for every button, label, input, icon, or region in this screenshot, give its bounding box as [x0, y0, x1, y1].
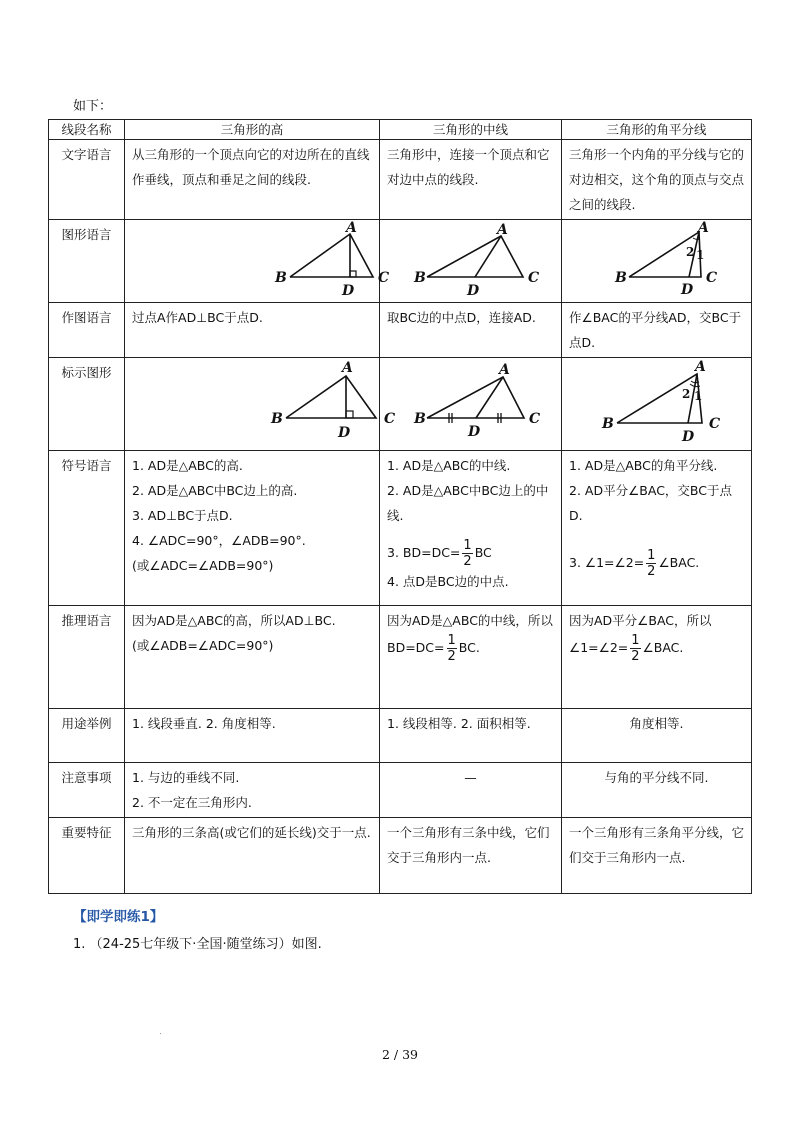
- angle-2-label: 2: [686, 245, 695, 259]
- row-label: 注意事项: [49, 763, 125, 818]
- reasoning-suffix: BC.: [458, 640, 480, 655]
- point-B-label: B: [275, 270, 287, 286]
- row-usage-examples: [49, 709, 752, 763]
- exercise-question: 1. （24-25七年级下·全国·随堂练习）如图.: [73, 937, 322, 952]
- point-D-label: D: [338, 425, 351, 441]
- bisector-triangle-diagram: [569, 222, 758, 300]
- header-median: 三角形的中线: [380, 120, 562, 140]
- row-symbol-language: [49, 451, 752, 606]
- cell-altitude: [125, 763, 380, 818]
- row-reasoning-language: [49, 606, 752, 709]
- point-D-label: D: [467, 283, 480, 299]
- bisector-marked-figure: [562, 358, 752, 451]
- point-D-label: D: [682, 429, 695, 445]
- symbol-line: 4. ∠ADC=90°，∠ADB=90°.: [132, 533, 306, 548]
- fraction-numerator: 1: [447, 633, 456, 648]
- cell-median: 取BC边的中点D，连接AD.: [380, 303, 562, 358]
- cell-bisector: [562, 606, 752, 709]
- page-number: 2 / 39: [381, 1047, 419, 1062]
- altitude-figure: [125, 220, 390, 303]
- cell-altitude: [125, 606, 380, 709]
- row-label: 用途举例: [49, 709, 125, 763]
- header-segment-name: 线段名称: [49, 120, 125, 140]
- row-notes: [49, 763, 752, 818]
- reasoning-line: 因为AD是△ABC的高，所以AD⊥BC.: [132, 613, 336, 628]
- point-B-label: B: [271, 411, 283, 427]
- cell-median: [380, 451, 562, 606]
- one-half-fraction: [630, 633, 640, 664]
- row-label: 符号语言: [49, 451, 125, 606]
- cell-altitude: 过点A作AD⊥BC于点D.: [125, 303, 380, 358]
- fraction-denominator: 2: [447, 649, 456, 664]
- point-A-label: A: [346, 220, 357, 236]
- row-figure-language: [49, 220, 752, 303]
- cell-altitude: 三角形的三条高(或它们的延长线)交于一点.: [125, 818, 380, 894]
- point-C-label: C: [529, 411, 541, 427]
- row-label: 图形语言: [49, 220, 125, 303]
- one-half-fraction: [646, 548, 656, 579]
- symbol-line: 2. AD平分∠BAC，交BC于点D.: [569, 483, 733, 523]
- symbol-line: 1. AD是△ABC的高.: [132, 458, 243, 473]
- point-C-label: C: [384, 411, 396, 427]
- point-A-label: A: [499, 362, 510, 378]
- angle-1-label: 1: [696, 248, 705, 262]
- intro-text: 如下：: [73, 99, 113, 114]
- header-altitude: 三角形的高: [125, 120, 380, 140]
- symbol-line: 2. AD是△ABC中BC边上的中线.: [387, 483, 549, 523]
- cell-median: 一个三角形有三条中线，它们交于三角形内一点.: [380, 818, 562, 894]
- cell-bisector: 三角形一个内角的平分线与它的对边相交，这个角的顶点与交点之间的线段.: [562, 140, 752, 220]
- note-line: 2. 不一定在三角形内.: [132, 795, 252, 810]
- symbol-line: 3. AD⊥BC于点D.: [132, 508, 233, 523]
- equation-prefix: 3. BD=DC=: [387, 545, 461, 560]
- median-marked-diagram: [387, 360, 568, 448]
- altitude-marked-diagram: [132, 360, 396, 448]
- row-label: 标示图形: [49, 358, 125, 451]
- point-D-label: D: [342, 283, 355, 299]
- cell-bisector: 作∠BAC的平分线AD，交BC于点D.: [562, 303, 752, 358]
- symbol-line: [569, 548, 744, 579]
- bisector-marked-diagram: [569, 360, 758, 448]
- symbol-line: 1. AD是△ABC的角平分线.: [569, 458, 718, 473]
- altitude-marked-figure: [125, 358, 396, 451]
- cell-median: 三角形中，连接一个顶点和它对边中点的线段.: [380, 140, 562, 220]
- equation-suffix: ∠BAC.: [658, 555, 700, 570]
- point-B-label: B: [615, 270, 627, 286]
- symbol-line: 1. AD是△ABC的中线.: [387, 458, 511, 473]
- point-A-label: A: [698, 220, 709, 236]
- point-A-label: A: [695, 359, 706, 375]
- fraction-denominator: 2: [463, 554, 472, 569]
- cell-median: 1. 线段相等. 2. 面积相等.: [380, 709, 562, 763]
- equation-prefix: 3. ∠1=∠2=: [569, 555, 645, 570]
- row-marked-figure: [49, 358, 752, 451]
- point-C-label: C: [709, 416, 721, 432]
- row-label: 重要特征: [49, 818, 125, 894]
- point-A-label: A: [497, 222, 508, 238]
- cell-altitude: 从三角形的一个顶点向它的对边所在的直线作垂线，顶点和垂足之间的线段.: [125, 140, 380, 220]
- row-important-features: [49, 818, 752, 894]
- fraction-denominator: 2: [631, 649, 640, 664]
- row-label: 文字语言: [49, 140, 125, 220]
- altitude-triangle-diagram: [132, 220, 390, 300]
- fraction-numerator: 1: [463, 538, 472, 553]
- point-B-label: B: [414, 270, 426, 286]
- reasoning-text: 因为AD是△ABC的中线，所以BD=DC=: [387, 613, 553, 655]
- fraction-numerator: 1: [631, 633, 640, 648]
- row-label: 推理语言: [49, 606, 125, 709]
- fraction-numerator: 1: [647, 548, 656, 563]
- stray-dot: [160, 1033, 161, 1034]
- row-text-language: [49, 140, 752, 220]
- point-C-label: C: [528, 270, 540, 286]
- one-half-fraction: [462, 538, 472, 569]
- symbol-line: 2. AD是△ABC中BC边上的高.: [132, 483, 298, 498]
- symbol-line: 4. 点D是BC边的中点.: [387, 574, 509, 589]
- reasoning-suffix: ∠BAC.: [642, 640, 684, 655]
- reasoning-text: 因为AD平分∠BAC，所以∠1=∠2=: [569, 613, 712, 655]
- point-A-label: A: [342, 360, 353, 376]
- one-half-fraction: [447, 633, 457, 664]
- table-header-row: [49, 120, 752, 140]
- cell-median: [380, 606, 562, 709]
- cell-altitude: 1. 线段垂直. 2. 角度相等.: [125, 709, 380, 763]
- header-bisector: 三角形的角平分线: [562, 120, 752, 140]
- symbol-line: (或∠ADC=∠ADB=90°): [132, 558, 274, 573]
- point-D-label: D: [681, 282, 694, 298]
- point-C-label: C: [706, 270, 718, 286]
- median-figure: [380, 220, 562, 303]
- angle-2-label: 2: [682, 387, 691, 401]
- median-marked-figure: [380, 358, 562, 451]
- segment-comparison-table: [48, 119, 752, 894]
- cell-median: —: [380, 763, 562, 818]
- fraction-denominator: 2: [647, 564, 656, 579]
- note-line: 1. 与边的垂线不同.: [132, 770, 240, 785]
- row-construction-language: [49, 303, 752, 358]
- point-B-label: B: [414, 411, 426, 427]
- point-B-label: B: [602, 416, 614, 432]
- cell-bisector: 与角的平分线不同.: [562, 763, 752, 818]
- angle-1-label: 1: [694, 389, 703, 403]
- point-C-label: C: [378, 270, 390, 286]
- symbol-line: [387, 538, 554, 569]
- cell-altitude: [125, 451, 380, 606]
- equation-suffix: BC: [474, 545, 492, 560]
- cell-bisector: [562, 451, 752, 606]
- practice-section-title: 【即学即练1】: [73, 909, 164, 925]
- median-triangle-diagram: [387, 222, 568, 300]
- point-D-label: D: [468, 424, 481, 440]
- bisector-figure: [562, 220, 752, 303]
- row-label: 作图语言: [49, 303, 125, 358]
- cell-bisector: 角度相等.: [562, 709, 752, 763]
- cell-bisector: 一个三角形有三条角平分线，它们交于三角形内一点.: [562, 818, 752, 894]
- reasoning-line: (或∠ADB=∠ADC=90°): [132, 638, 274, 653]
